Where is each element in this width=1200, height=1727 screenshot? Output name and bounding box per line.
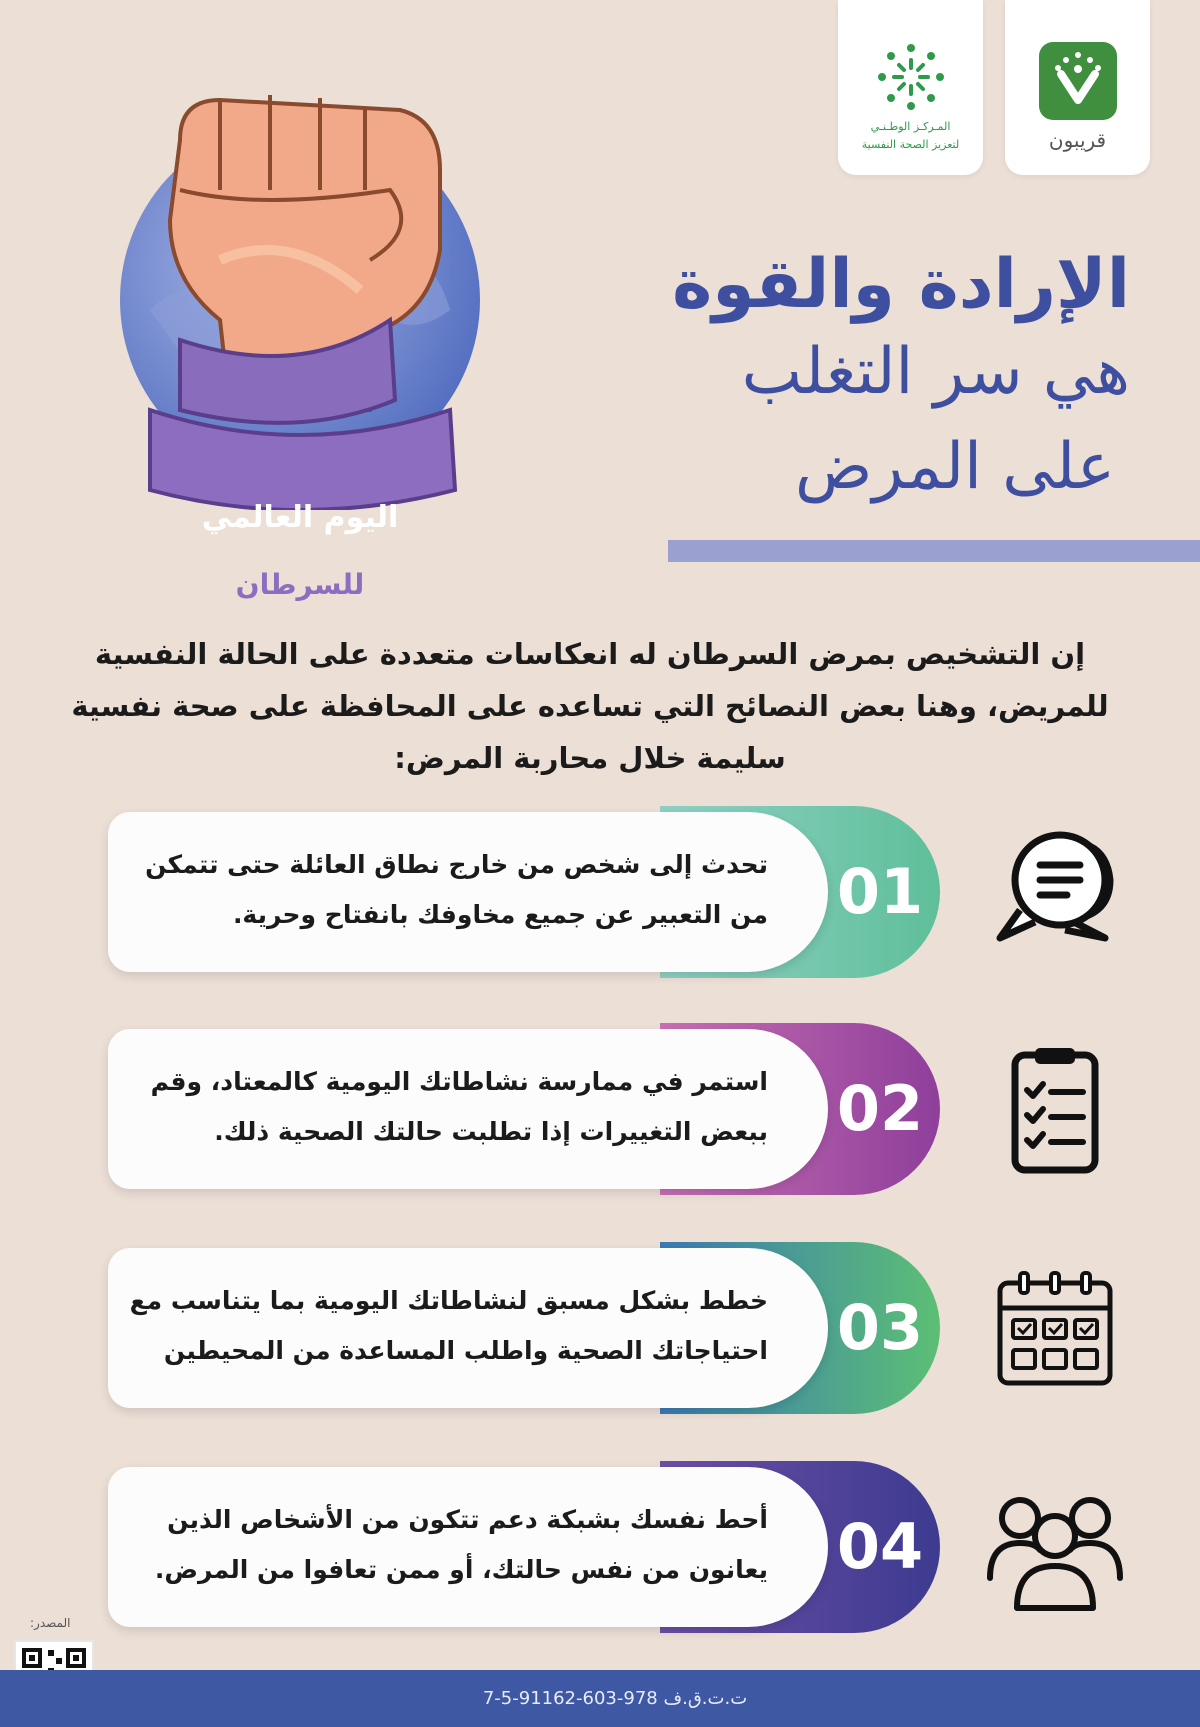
intro-paragraph: إن التشخيص بمرض السرطان له انعكاسات متعددة على الحالة النفسية للمريض، وهنا بعض النصائح التي تساعده على المحافظة على صحة نفسية سليمة خلال محاربة المرض: — [71, 637, 1109, 775]
tip-4-card — [108, 1467, 828, 1627]
ncmh-logo-caption-line2: لتعزيز الصحة النفسية — [861, 138, 960, 151]
checklist-clipboard-icon — [985, 1040, 1125, 1180]
calendar-icon — [985, 1258, 1125, 1398]
tip-3-number: 03 — [836, 1291, 924, 1364]
tip-3-card — [108, 1248, 828, 1408]
isbn-text: ت.ت.ق.ف 978-603-91162-5-7 — [482, 1688, 748, 1709]
qareeboon-logo-caption: قريبون — [1048, 128, 1107, 152]
title-line3: على المرض — [794, 430, 1115, 504]
badge-line2: للسرطان — [235, 568, 365, 601]
tip-1-number: 01 — [836, 855, 924, 928]
badge-line1: اليوم العالمي — [201, 500, 399, 535]
tip-4-number: 04 — [836, 1510, 924, 1583]
qareeboon-logo-icon — [1039, 42, 1117, 120]
people-group-icon — [985, 1478, 1125, 1618]
tip-2-number: 02 — [836, 1072, 924, 1145]
tip-1-text: تحدث إلى شخص من خارج نطاق العائلة حتى تتمكن من التعبير عن جميع مخاوفك بانفتاح وحرية. — [145, 850, 768, 929]
title-line1: الإرادة والقوة — [672, 245, 1130, 324]
title-line2: هي سر التغلب — [741, 335, 1130, 409]
fist-globe-illustration — [110, 80, 490, 510]
tip-2-text: استمر في ممارسة نشاطاتك اليومية كالمعتاد، وقم ببعض التغييرات إذا تطلبت حالتك الصحية ذلك. — [150, 1067, 768, 1146]
title-divider — [668, 540, 1200, 562]
ncmh-star-logo-icon — [874, 40, 948, 114]
ncmh-logo-caption-line1: المـركـز الوطـنـي — [870, 120, 951, 133]
qareeboon-logo-card — [1005, 0, 1150, 175]
tip-3-text: خطط بشكل مسبق لنشاطاتك اليومية بما يتناسب مع احتياجاتك الصحية واطلب المساعدة من المحيطين — [129, 1286, 768, 1365]
chat-bubbles-icon — [985, 820, 1125, 960]
source-label: المصدر: — [30, 1616, 71, 1630]
tip-1-card — [108, 812, 828, 972]
tip-4-text: أحط نفسك بشبكة دعم تتكون من الأشخاص الذين يعانون من نفس حالتك، أو ممن تعافوا من المرض. — [154, 1505, 768, 1584]
ncmh-logo-card — [838, 0, 983, 175]
footer-bar — [0, 1670, 1200, 1727]
tip-2-card — [108, 1029, 828, 1189]
